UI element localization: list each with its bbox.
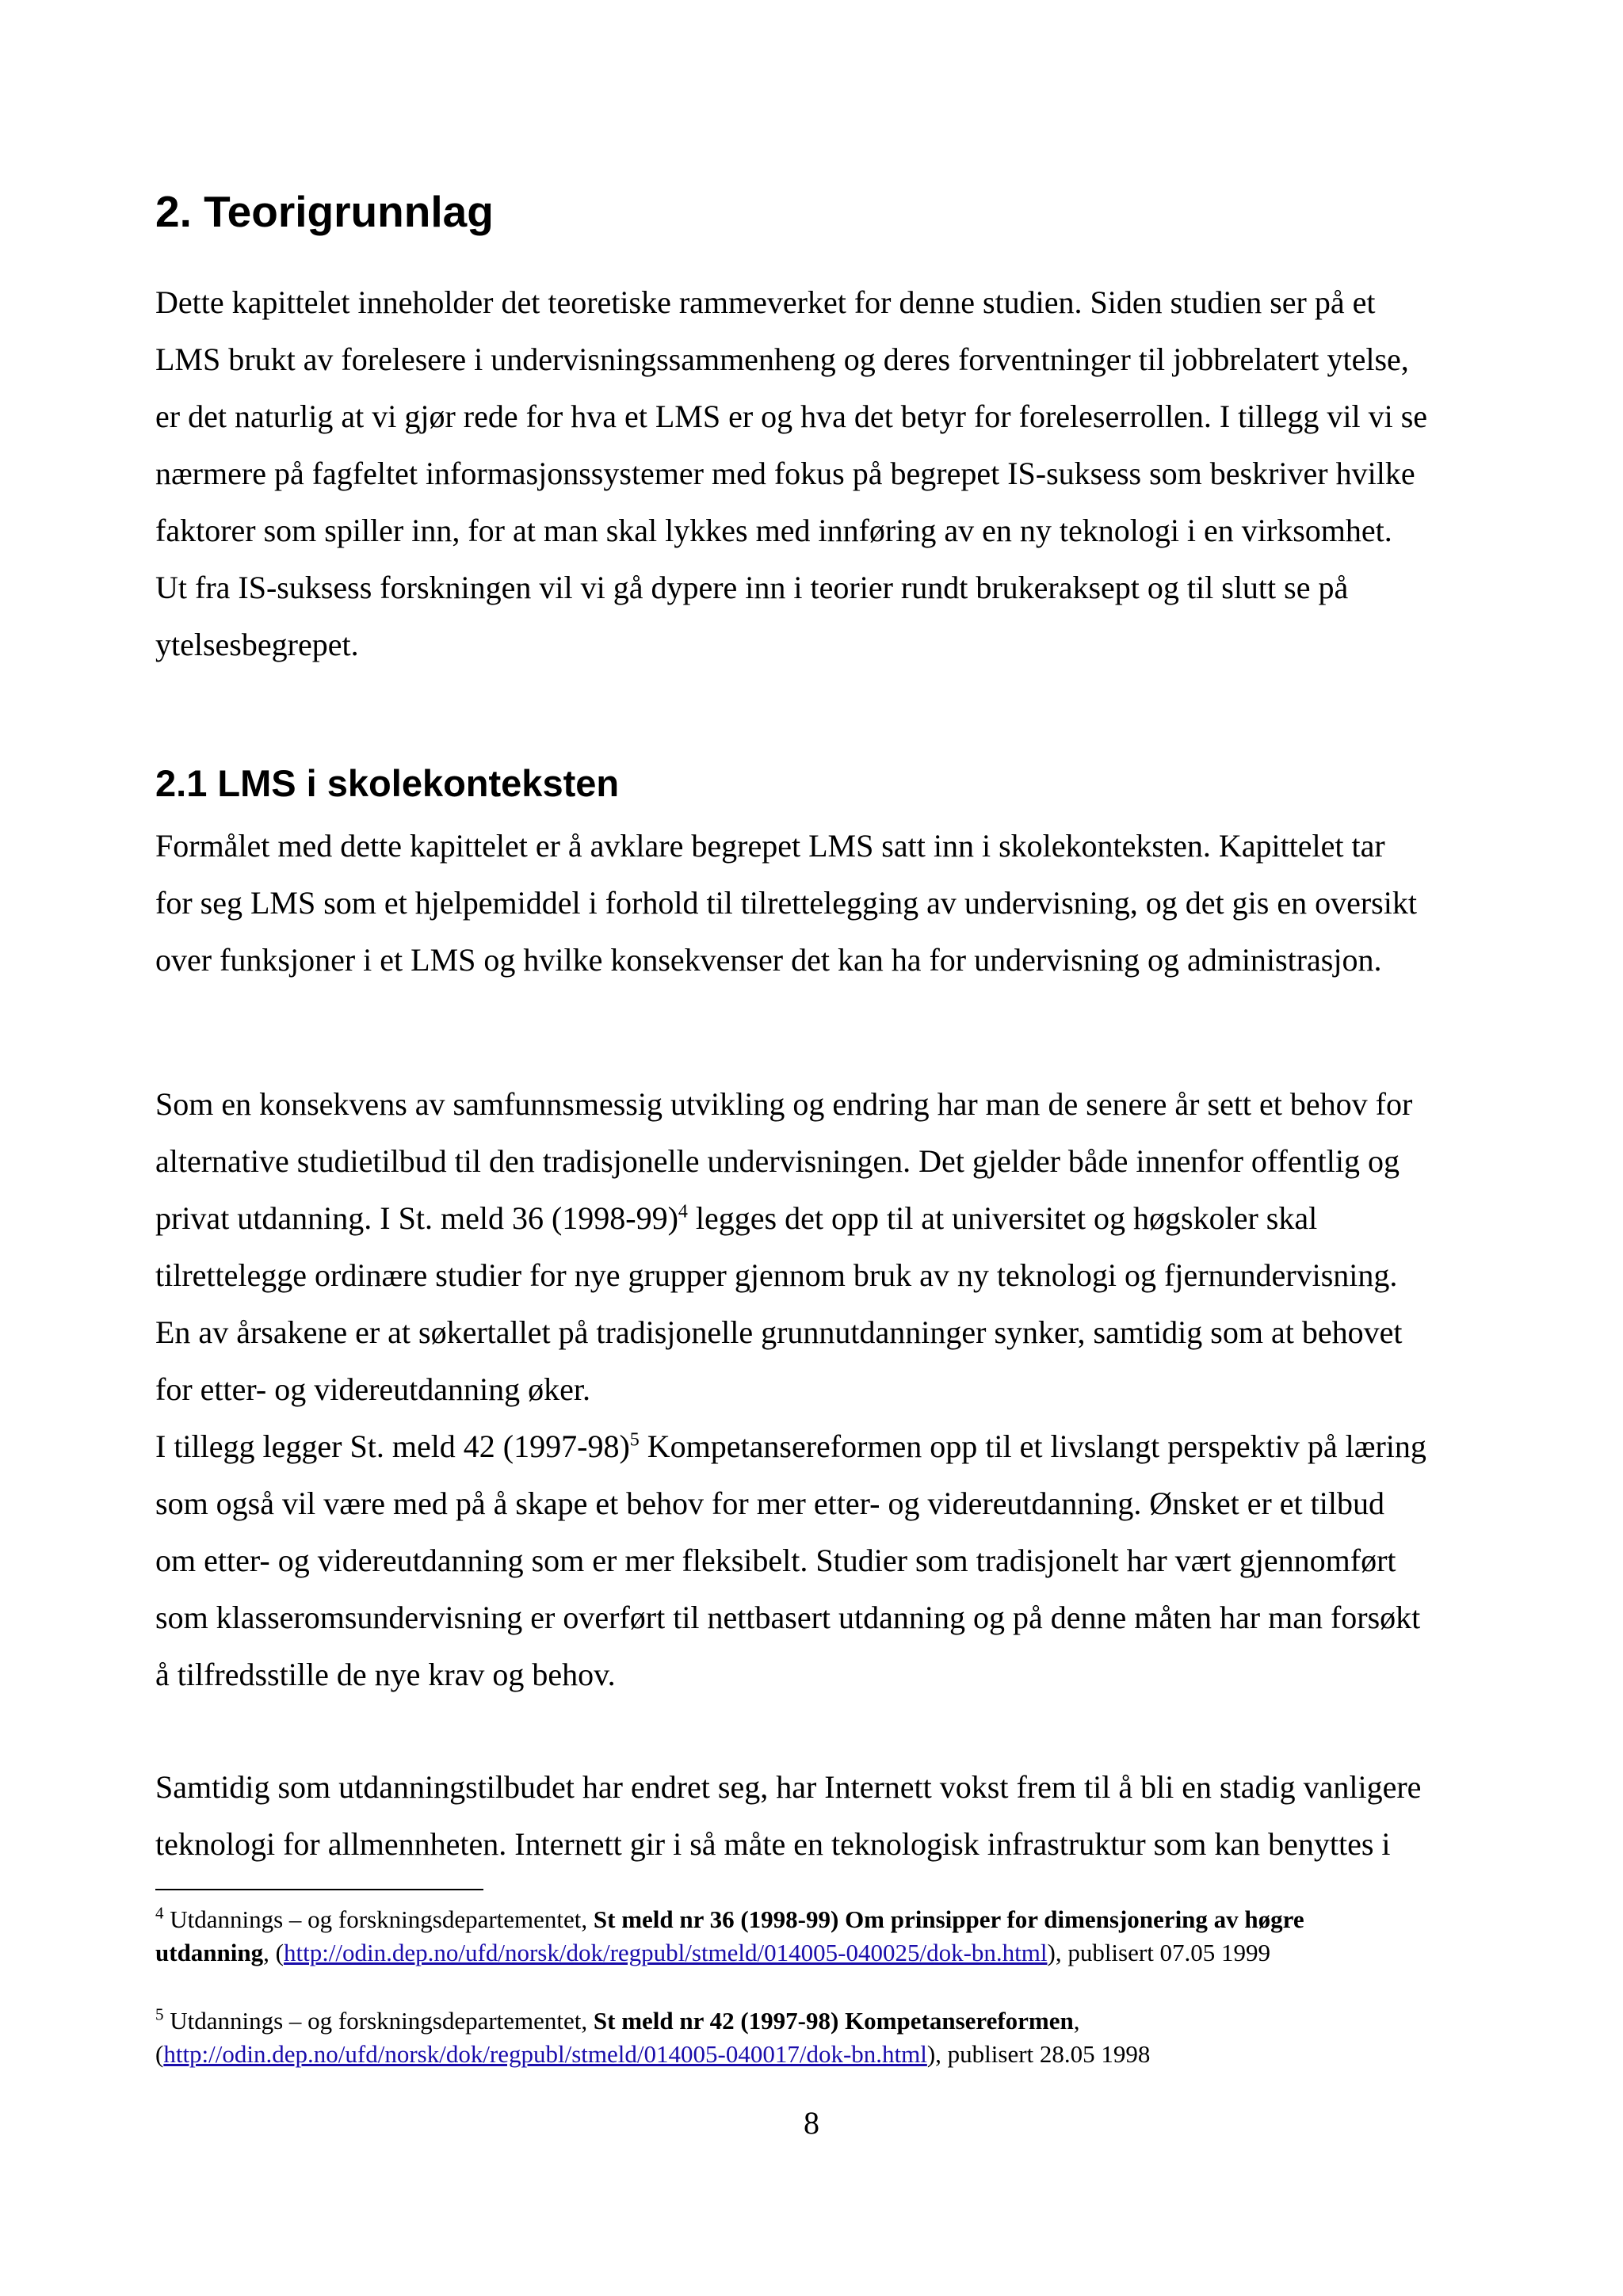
footnote-5 — [155, 2004, 1080, 2038]
body-text: Kompetansereformen opp til et livslangt perspektiv på læring — [639, 1428, 1426, 1464]
body-line: En av årsakene er at søkertallet på tradisjonelle grunnutdanninger synker, samtidig som at behovet — [155, 1314, 1403, 1350]
intro-line: ytelsesbegrepet. — [155, 627, 359, 662]
body-line — [155, 1196, 1317, 1241]
footnote-sep: , ( — [263, 1939, 284, 1966]
intro-line: faktorer som spiller inn, for at man skal lykkes med innføring av en ny teknologi i en virksomhet. — [155, 513, 1392, 548]
intro-line: Dette kapittelet inneholder det teoretiske rammeverket for denne studien. Siden studien ser på et — [155, 284, 1376, 320]
body-text: legges det opp til at universitet og høgskoler skal — [687, 1200, 1318, 1236]
footnote-5-cont — [155, 2038, 1150, 2071]
footnote-title: utdanning — [155, 1939, 264, 1966]
body-line: Samtidig som utdanningstilbudet har endret seg, har Internett vokst frem til å bli en stadig vanligere — [155, 1769, 1422, 1805]
footnote-link[interactable]: http://odin.dep.no/ufd/norsk/dok/regpubl/stmeld/014005-040025/dok-bn.html — [283, 1939, 1048, 1966]
footnote-link[interactable]: http://odin.dep.no/ufd/norsk/dok/regpubl/stmeld/014005-040017/dok-bn.html — [163, 2040, 927, 2068]
footnote-ref-4[interactable]: 4 — [678, 1201, 688, 1222]
footnote-title: St meld nr 42 (1997-98) Kompetansereformen — [593, 2007, 1074, 2035]
footnote-ref-5[interactable]: 5 — [629, 1429, 640, 1451]
footnote-4 — [155, 1903, 1304, 1936]
body-line: teknologi for allmennheten. Internett gir i så måte en teknologisk infrastruktur som kan benyttes i — [155, 1826, 1391, 1862]
intro-line: er det naturlig at vi gjør rede for hva et LMS er og hva det betyr for foreleserrollen. I tillegg vil vi se — [155, 399, 1428, 434]
body-text: privat utdanning. I St. meld 36 (1998-99) — [155, 1200, 678, 1236]
footnote-published: ), publisert 07.05 1999 — [1047, 1939, 1271, 1966]
section-line: for seg LMS som et hjelpemiddel i forhold til tilrettelegging av undervisning, og det gis en oversikt — [155, 885, 1417, 921]
body-line: å tilfredsstille de nye krav og behov. — [155, 1657, 616, 1692]
intro-line: Ut fra IS-suksess forskningen vil vi gå dypere inn i teorier rundt brukeraksept og til slutt se på — [155, 570, 1349, 605]
page-number: 8 — [804, 2105, 819, 2141]
footnote-author: Utdannings – og forskningsdepartementet, — [163, 2007, 594, 2035]
body-line: Som en konsekvens av samfunnsmessig utvikling og endring har man de senere år sett et behov for — [155, 1086, 1413, 1122]
body-line: tilrettelegge ordinære studier for nye grupper gjennom bruk av ny teknologi og fjernundervisning. — [155, 1257, 1398, 1293]
intro-line: nærmere på fagfeltet informasjonssystemer med fokus på begrepet IS-suksess som beskriver hvilke — [155, 456, 1415, 491]
chapter-heading: 2. Teorigrunnlag — [155, 187, 494, 236]
body-line: som klasseromsundervisning er overført til nettbasert utdanning og på denne måten har man forsøkt — [155, 1600, 1421, 1635]
body-text: I tillegg legger St. meld 42 (1997-98) — [155, 1428, 630, 1464]
footnote-published: ), publisert 28.05 1998 — [926, 2040, 1151, 2068]
footnote-title: St meld nr 36 (1998-99) Om prinsipper for dimensjonering av høgre — [593, 1905, 1304, 1933]
footnote-sep: ( — [155, 2040, 164, 2068]
footnote-author: Utdannings – og forskningsdepartementet, — [163, 1905, 594, 1933]
footnote-number: 5 — [155, 2004, 164, 2024]
section-line: Formålet med dette kapittelet er å avklare begrepet LMS satt inn i skolekonteksten. Kapittelet tar — [155, 828, 1385, 864]
footnote-sep: , — [1073, 2007, 1080, 2035]
body-line: som også vil være med på å skape et behov for mer etter- og videreutdanning. Ønsket er et tilbud — [155, 1486, 1384, 1521]
section-heading: 2.1 LMS i skolekonteksten — [155, 762, 620, 804]
footnote-4-cont — [155, 1936, 1270, 1970]
section-line: over funksjoner i et LMS og hvilke konsekvenser det kan ha for undervisning og administrasjon. — [155, 942, 1382, 978]
footnote-separator — [155, 1889, 483, 1890]
body-line: alternative studietilbud til den tradisjonelle undervisningen. Det gjelder både innenfor offentlig og — [155, 1143, 1400, 1179]
footnote-number: 4 — [155, 1903, 164, 1923]
body-line: om etter- og videreutdanning som er mer fleksibelt. Studier som tradisjonelt har vært gjennomført — [155, 1543, 1396, 1578]
body-line — [155, 1425, 1426, 1469]
intro-line: LMS brukt av forelesere i undervisningssammenheng og deres forventninger til jobbrelatert ytelse, — [155, 341, 1409, 377]
body-line: for etter- og videreutdanning øker. — [155, 1371, 591, 1407]
